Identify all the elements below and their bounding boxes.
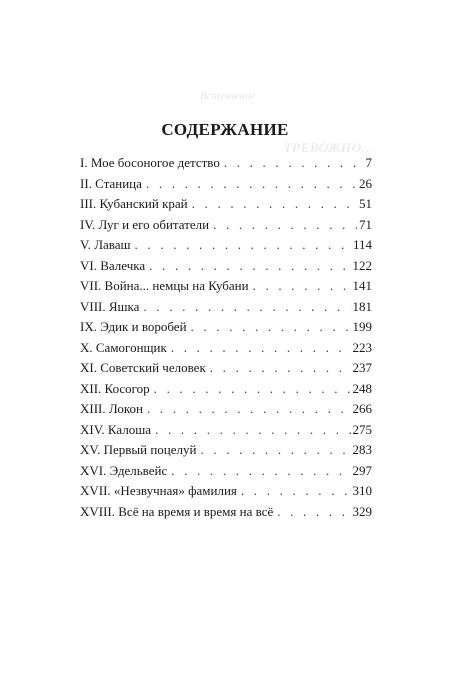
toc-entry: [80, 174, 372, 195]
toc-entry: [80, 502, 372, 523]
toc-entry: [80, 215, 372, 236]
dot-leader: [249, 276, 351, 297]
toc-entry: [80, 420, 372, 441]
toc-entry-title: XI. Советский человек: [80, 360, 206, 375]
toc-entry-title: V. Лаваш: [80, 237, 131, 252]
toc-entry: [80, 153, 372, 174]
toc-entry: [80, 338, 372, 359]
page-title: СОДЕРЖАНИЕ: [161, 120, 289, 139]
toc-entry-title: IX. Эдик и воробей: [80, 319, 187, 334]
dot-leader: [151, 420, 350, 441]
dot-leader: [142, 174, 357, 195]
dot-leader: [139, 297, 350, 318]
table-of-contents: [80, 153, 372, 522]
toc-entry-title: VII. Война... немцы на Кубани: [80, 278, 249, 293]
toc-entry-title: I. Мое босоногое детство: [80, 155, 220, 170]
toc-entry-page: 275: [352, 421, 372, 437]
toc-entry: [80, 440, 372, 461]
dot-leader: [187, 317, 351, 338]
toc-entry-title: XVIII. Всё на время и время на всё: [80, 503, 274, 519]
toc-entry-page: 297: [352, 462, 372, 478]
dot-leader: [273, 502, 350, 523]
toc-entry: [80, 256, 372, 277]
toc-entry: [80, 297, 372, 318]
toc-entry-title: XIII. Локон: [80, 401, 143, 416]
toc-entry-title: XIV. Калоша: [80, 421, 152, 437]
dot-leader: [143, 399, 351, 420]
toc-entry: [80, 358, 372, 379]
dot-leader: [145, 256, 350, 277]
toc-entry-title: X. Самогонщик: [80, 339, 167, 355]
toc-entry-page: 199: [352, 319, 372, 334]
toc-entry-title: VI. Валечка: [80, 257, 146, 273]
dot-leader: [167, 461, 350, 482]
dot-leader: [188, 194, 357, 215]
toc-entry: [80, 399, 372, 420]
toc-entry-title: VIII. Яшка: [80, 298, 140, 314]
toc-entry-page: 114: [352, 237, 372, 252]
toc-entry-page: 283: [352, 442, 372, 457]
toc-entry: [80, 194, 372, 215]
dot-leader: [167, 338, 351, 359]
toc-entry-title: III. Кубанский край: [80, 196, 188, 211]
toc-entry-page: 223: [352, 339, 372, 355]
toc-entry-title: II. Станица: [80, 175, 142, 191]
toc-entry-page: 329: [352, 503, 372, 519]
toc-entry: [80, 276, 372, 297]
toc-entry-title: IV. Луг и его обитатели: [80, 216, 210, 232]
toc-entry-page: 26: [359, 175, 372, 191]
dot-leader: [196, 440, 350, 461]
toc-entry: [80, 379, 372, 400]
toc-entry: [80, 481, 372, 502]
dot-leader: [220, 153, 364, 174]
dot-leader: [206, 358, 351, 379]
toc-entry: [80, 461, 372, 482]
toc-entry-page: 266: [352, 401, 372, 416]
dot-leader: [209, 215, 357, 236]
toc-entry-page: 7: [365, 155, 372, 170]
toc-entry-page: 51: [359, 196, 372, 211]
toc-entry-title: XVII. «Незвучная» фамилия: [80, 483, 237, 498]
toc-entry-title: XVI. Эдельвейс: [80, 462, 168, 478]
toc-entry-page: 310: [352, 483, 372, 498]
toc-entry-page: 181: [352, 298, 372, 314]
dot-leader: [150, 379, 351, 400]
bleed-through-text: Вступление: [200, 90, 256, 102]
dot-leader: [131, 235, 351, 256]
toc-entry-page: 248: [352, 380, 372, 396]
toc-entry: [80, 317, 372, 338]
toc-entry-page: 237: [352, 360, 372, 375]
bleed-through-text: ТРЕВОЖНО...: [284, 140, 375, 155]
toc-entry: [80, 235, 372, 256]
toc-entry-page: 122: [352, 257, 372, 273]
toc-entry-title: XII. Косогор: [80, 380, 150, 396]
toc-entry-title: XV. Первый поцелуй: [80, 442, 197, 457]
toc-entry-page: 141: [352, 278, 372, 293]
toc-entry-page: 71: [359, 216, 372, 232]
dot-leader: [237, 481, 351, 502]
